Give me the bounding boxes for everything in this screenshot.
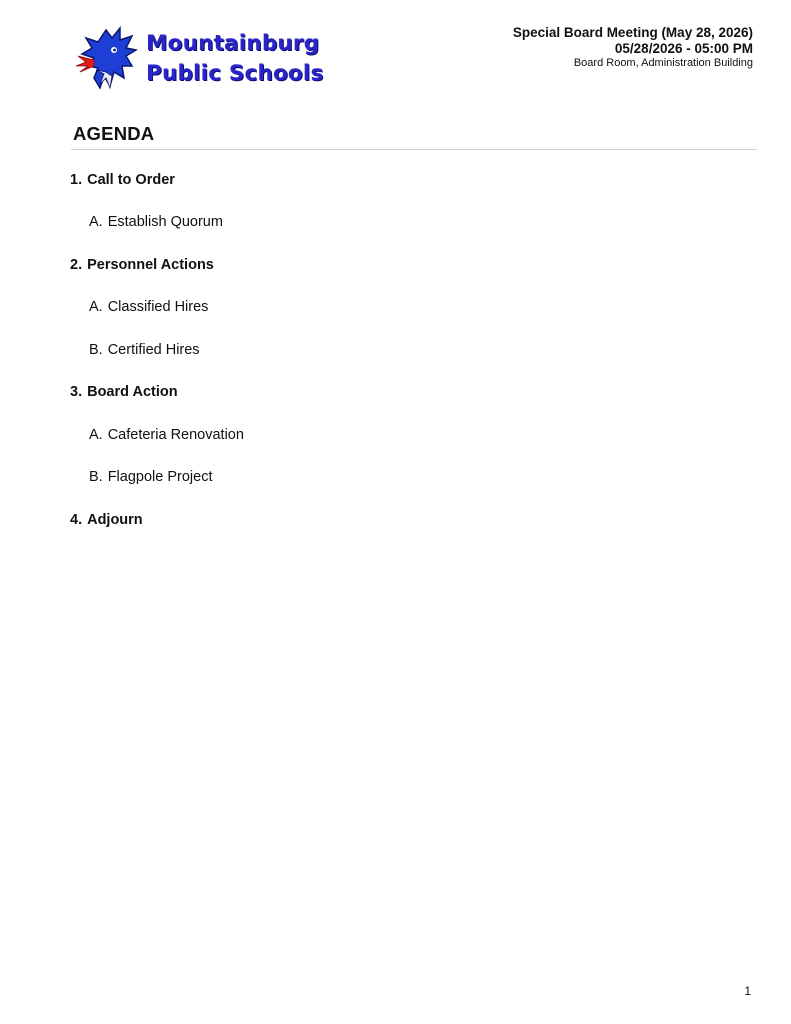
agenda-subitem-title: Certified Hires [107, 342, 200, 358]
logo-text-line-2: Public Schools [146, 61, 324, 86]
agenda-subitem-letter: B. [89, 342, 103, 358]
agenda-item-number: 3. [70, 384, 83, 400]
agenda-heading: AGENDA [73, 123, 155, 144]
agenda-item-title: Call to Order [87, 172, 175, 188]
agenda-subitem-cafeteria-renovation [89, 427, 244, 443]
agenda-subitem-establish-quorum [89, 214, 223, 230]
agenda-subitem-title: Classified Hires [107, 299, 209, 315]
agenda-item-number: 1. [70, 172, 83, 188]
agenda-item-personnel-actions [70, 257, 214, 273]
agenda-subitem-title: Establish Quorum [107, 214, 223, 230]
agenda-subitem-title: Cafeteria Renovation [107, 427, 244, 443]
meeting-title: Special Board Meeting (May 28, 2026) [512, 25, 753, 40]
agenda-subitem-letter: A. [89, 214, 103, 230]
meeting-datetime: 05/28/2026 - 05:00 PM [614, 41, 753, 56]
school-logo [76, 26, 336, 94]
agenda-subitem-certified-hires [89, 342, 200, 358]
agenda-item-title: Board Action [87, 384, 178, 400]
agenda-item-number: 4. [70, 512, 83, 528]
agenda-subitem-letter: A. [89, 427, 103, 443]
agenda-item-title: Adjourn [87, 512, 143, 528]
agenda-item-number: 2. [70, 257, 83, 273]
dragon-mascot-icon [76, 26, 140, 94]
agenda-subitem-flagpole-project [89, 469, 212, 485]
logo-text-line-1: Mountainburg [146, 31, 320, 56]
meeting-info [513, 25, 753, 69]
agenda-item-board-action [70, 384, 178, 400]
meeting-location: Board Room, Administration Building [573, 57, 753, 69]
agenda-item-call-to-order [70, 172, 175, 188]
agenda-subitem-classified-hires [89, 299, 208, 315]
agenda-subitem-letter: B. [89, 469, 103, 485]
page-number: 1 [744, 984, 751, 998]
agenda-subitem-title: Flagpole Project [107, 469, 213, 485]
agenda-item-adjourn [70, 512, 143, 528]
agenda-subitem-letter: A. [89, 299, 103, 315]
agenda-divider [71, 149, 757, 150]
agenda-item-title: Personnel Actions [87, 257, 214, 273]
